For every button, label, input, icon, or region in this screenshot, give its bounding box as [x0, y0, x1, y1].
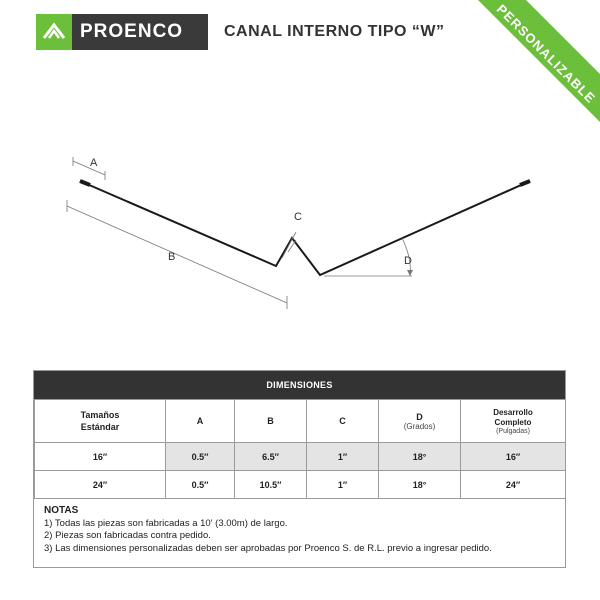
dimension-b-line [67, 206, 287, 303]
table-row [35, 443, 566, 471]
cell-b: 6.5″ [235, 443, 307, 471]
cell-d: 18° [379, 471, 461, 499]
table-row [35, 471, 566, 499]
dimension-b-label: B [168, 251, 176, 263]
cell-c: 1″ [307, 471, 379, 499]
notes-section [34, 499, 565, 561]
ribbon-label: PERSONALIZABLE [493, 1, 599, 107]
note-item: 3) Las dimensiones personalizadas deben ser aprobadas por Proenco S. de R.L. previo a ingresar pedido. [44, 542, 492, 554]
w-profile-line [80, 181, 530, 275]
cell-size: 24″ [35, 471, 166, 499]
profile-drawing [0, 140, 600, 330]
col-header-c: C [307, 400, 379, 443]
personalizable-ribbon [460, 0, 600, 140]
note-item: 1) Todas las piezas son fabricadas a 10' (3.00m) de largo. [44, 517, 288, 529]
brand-logo [36, 14, 208, 50]
hem-left [80, 181, 90, 185]
col-header-size: Tamaños Estándar [35, 400, 166, 443]
cell-size: 16″ [35, 443, 166, 471]
cell-c: 1″ [307, 443, 379, 471]
dimensions-grid [34, 399, 566, 499]
cell-a: 0.5″ [166, 443, 235, 471]
dimensions-table [33, 370, 566, 568]
col-header-d: D (Grados) [379, 400, 461, 443]
col-header-a: A [166, 400, 235, 443]
dimension-d-label: D [404, 255, 412, 267]
col-header-development: Desarrollo Completo (Pulgadas) [461, 400, 566, 443]
cell-development: 16″ [461, 443, 566, 471]
brand-name: PROENCO [80, 21, 184, 42]
logo-mark-icon [36, 14, 72, 50]
table-header-row [35, 400, 566, 443]
note-item: 2) Piezas son fabricadas contra pedido. [44, 530, 211, 541]
dimension-c-line [282, 232, 296, 258]
notes-title: NOTAS [44, 505, 79, 516]
cell-d: 18° [379, 443, 461, 471]
col-header-b: B [235, 400, 307, 443]
cell-a: 0.5″ [166, 471, 235, 499]
dimension-c-label: C [294, 211, 302, 223]
dimension-a-label: A [90, 157, 98, 169]
cell-development: 24″ [461, 471, 566, 499]
hem-right [520, 181, 530, 185]
page-title: CANAL INTERNO TIPO “W” [224, 23, 445, 40]
table-title: DIMENSIONES [34, 371, 565, 399]
cell-b: 10.5″ [235, 471, 307, 499]
